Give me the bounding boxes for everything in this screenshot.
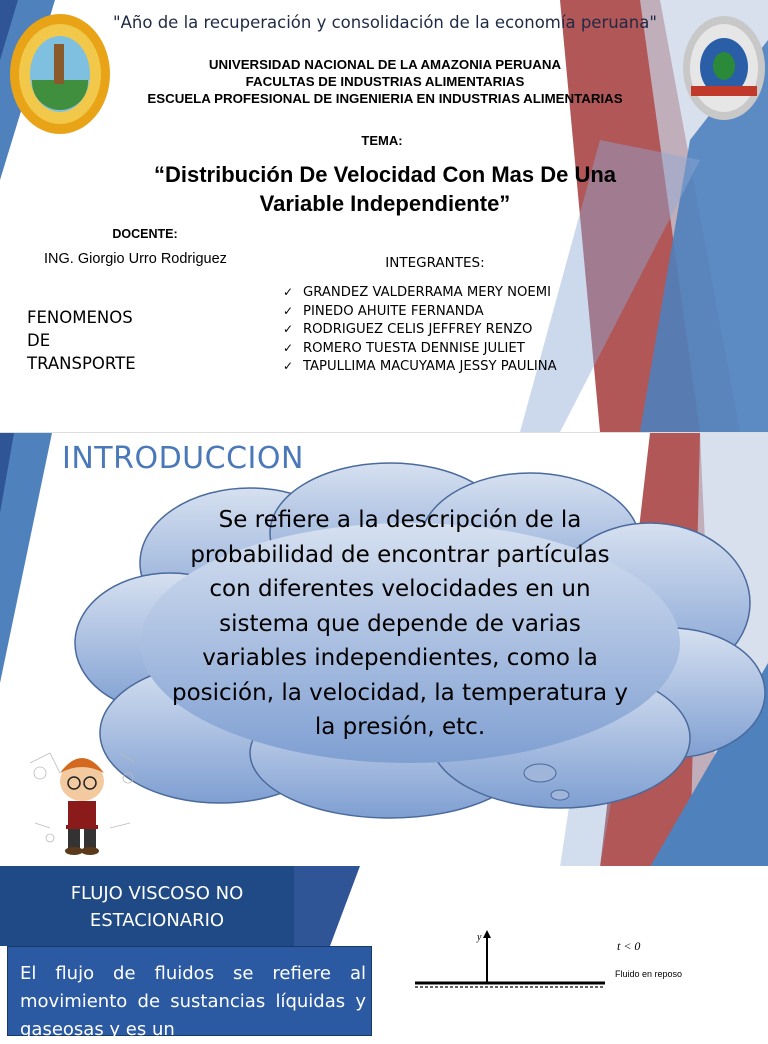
left-blue-stripe	[0, 433, 52, 683]
checkmark-icon: ✓	[283, 359, 294, 373]
cloud-text: Se refiere a la descripción de la probabilidad de encontrar partículas con diferentes velocidades en un sistema que depende de varias variables independientes, como la posición, la velocidad, la temperatura y la presión, etc.	[171, 507, 629, 740]
member-name: ROMERO TUESTA DENNISE JULIET	[303, 340, 525, 356]
flow-figure	[405, 924, 725, 994]
axis-label: y	[477, 932, 482, 943]
checkmark-icon: ✓	[283, 322, 294, 336]
course-line: DE	[27, 331, 51, 350]
checkmark-icon: ✓	[283, 285, 294, 299]
section-heading: FLUJO VISCOSO NO ESTACIONARIO	[70, 883, 244, 931]
body-text: El flujo de fluidos se refiere al movimiento de sustancias líquidas y gaseosas y es un	[20, 963, 366, 1040]
university-name: UNIVERSIDAD NACIONAL DE LA AMAZONIA PERUANA	[208, 57, 562, 72]
introduction-slide	[0, 432, 768, 867]
presentation-title: “Distribución De Velocidad Con Mas De Una Variable Independiente”	[153, 162, 617, 216]
course-line: FENOMENOS	[27, 308, 133, 327]
time-label: t < 0	[617, 939, 641, 953]
list-item	[283, 283, 557, 302]
integrantes-label: INTEGRANTES:	[385, 255, 485, 271]
member-name: PINEDO AHUITE FERNANDA	[303, 303, 484, 319]
tema-label: TEMA:	[361, 133, 403, 148]
list-item	[283, 320, 557, 339]
member-name: TAPULLIMA MACUYAMA JESSY PAULINA	[303, 359, 557, 374]
docente-name: ING. Giorgio Urro Rodriguez	[44, 251, 227, 267]
list-item	[283, 302, 557, 321]
course-name	[27, 306, 187, 375]
members-list	[283, 283, 557, 376]
title-slide	[0, 0, 768, 432]
checkmark-icon: ✓	[283, 303, 294, 318]
motto: "Año de la recuperación y consolidación de la economía peruana"	[113, 13, 657, 32]
list-item	[283, 357, 557, 376]
checkmark-icon: ✓	[283, 340, 294, 355]
faculty-name: FACULTAS DE INDUSTRIAS ALIMENTARIAS	[245, 74, 525, 89]
axis-arrow-icon	[483, 930, 491, 938]
header-accent	[294, 866, 360, 946]
figure-caption: Fluido en reposo	[615, 969, 683, 979]
faculty-gear-logo	[683, 16, 765, 120]
flujo-slide	[0, 866, 768, 1040]
list-item	[283, 339, 557, 358]
member-name: GRANDEZ VALDERRAMA MERY NOEMI	[303, 285, 552, 300]
section-heading: INTRODUCCION	[62, 441, 304, 476]
school-name: ESCUELA PROFESIONAL DE INGENIERIA EN INDUSTRIAS ALIMENTARIAS	[147, 91, 623, 106]
docente-label: DOCENTE:	[112, 227, 178, 241]
member-name: RODRIGUEZ CELIS JEFFREY RENZO	[303, 322, 533, 337]
course-line: TRANSPORTE	[27, 354, 136, 373]
